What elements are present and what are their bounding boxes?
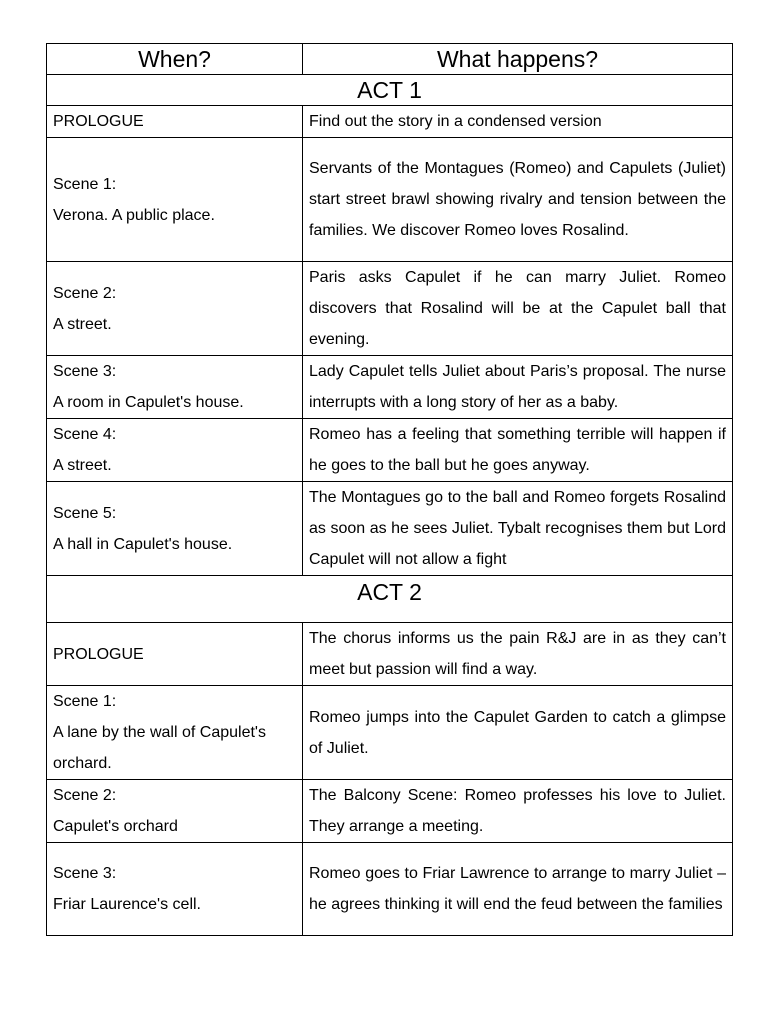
table-row xyxy=(47,138,733,262)
table-row xyxy=(47,356,733,419)
when-cell xyxy=(47,843,303,936)
what-cell: Romeo goes to Friar Lawrence to arrange to marry Juliet – he agrees thinking it will end the feud between the families xyxy=(303,843,733,936)
table-row xyxy=(47,623,733,686)
scene-location: Verona. A public place. xyxy=(53,206,215,224)
table-row xyxy=(47,419,733,482)
scene-label: Scene 3: xyxy=(53,363,117,380)
when-cell xyxy=(47,106,303,138)
scene-label: Scene 1: xyxy=(53,175,117,193)
scene-location: Capulet's orchard xyxy=(53,818,178,835)
act-title: ACT 1 xyxy=(47,75,733,106)
table-row xyxy=(47,262,733,356)
scene-location: A room in Capulet's house. xyxy=(53,394,244,411)
what-cell: The chorus informs us the pain R&J are in as they can’t meet but passion will find a way. xyxy=(303,623,733,686)
what-cell: Paris asks Capulet if he can marry Juliet. Romeo discovers that Rosalind will be at the Capulet ball that evening. xyxy=(303,262,733,356)
when-cell xyxy=(47,482,303,576)
what-cell: The Balcony Scene: Romeo professes his love to Juliet. They arrange a meeting. xyxy=(303,780,733,843)
table-row xyxy=(47,106,733,138)
when-cell xyxy=(47,138,303,262)
scene-location: A street. xyxy=(53,457,112,474)
scene-label: Scene 4: xyxy=(53,426,117,443)
when-cell xyxy=(47,356,303,419)
what-cell: Romeo has a feeling that something terrible will happen if he goes to the ball but he goes anyway. xyxy=(303,419,733,482)
summary-table xyxy=(46,43,733,936)
scene-label: Scene 5: xyxy=(53,504,117,522)
scene-location: A lane by the wall of Capulet's orchard. xyxy=(53,724,266,772)
table-row xyxy=(47,686,733,780)
what-cell: Lady Capulet tells Juliet about Paris’s proposal. The nurse interrupts with a long story of her as a baby. xyxy=(303,356,733,419)
scene-location: A street. xyxy=(53,315,112,333)
act-title: ACT 2 xyxy=(47,576,733,623)
act-row xyxy=(47,75,733,106)
what-cell: The Montagues go to the ball and Romeo forgets Rosalind as soon as he sees Juliet. Tybalt recognises them but Lord Capulet will not allow a fight xyxy=(303,482,733,576)
what-cell: Servants of the Montagues (Romeo) and Capulets (Juliet) start street brawl showing rivalry and tension between the families. We discover Romeo loves Rosalind. xyxy=(303,138,733,262)
scene-label: PROLOGUE xyxy=(53,645,144,663)
when-cell xyxy=(47,686,303,780)
table-row xyxy=(47,780,733,843)
table-row xyxy=(47,482,733,576)
scene-location: Friar Laurence's cell. xyxy=(53,896,201,913)
what-cell: Romeo jumps into the Capulet Garden to catch a glimpse of Juliet. xyxy=(303,686,733,780)
what-cell: Find out the story in a condensed version xyxy=(303,106,733,138)
when-header: When? xyxy=(47,44,303,75)
act-row xyxy=(47,576,733,623)
scene-location: A hall in Capulet's house. xyxy=(53,535,233,553)
header-row xyxy=(47,44,733,75)
what-header: What happens? xyxy=(303,44,733,75)
scene-label: Scene 2: xyxy=(53,284,117,302)
when-cell xyxy=(47,780,303,843)
scene-label: PROLOGUE xyxy=(53,113,144,130)
scene-label: Scene 2: xyxy=(53,787,117,804)
when-cell xyxy=(47,623,303,686)
scene-label: Scene 3: xyxy=(53,865,117,882)
when-cell xyxy=(47,419,303,482)
table-row xyxy=(47,843,733,936)
when-cell xyxy=(47,262,303,356)
scene-label: Scene 1: xyxy=(53,693,117,710)
